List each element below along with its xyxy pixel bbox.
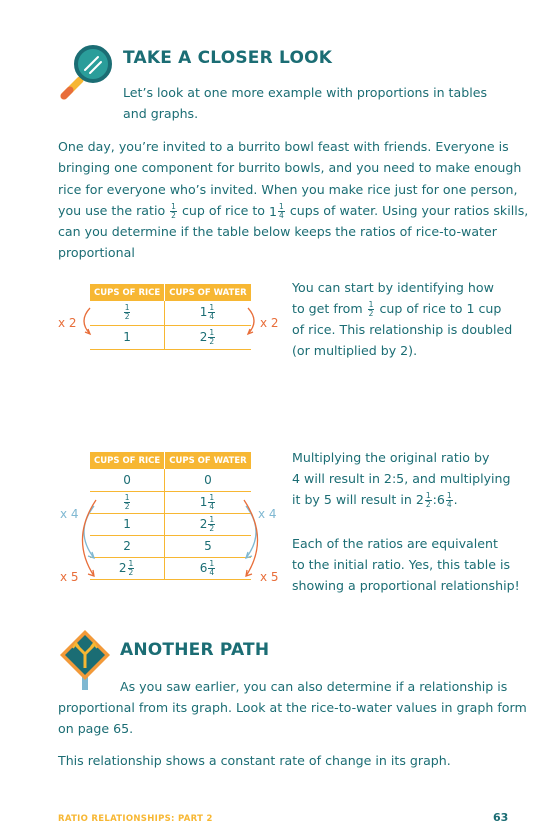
- table2-left-multiplier-top: x 4: [60, 507, 79, 521]
- body-line-4-b: cup of rice to: [181, 203, 266, 218]
- intro-line-1: Let’s look at one more example with proportions in tables: [123, 85, 488, 100]
- curved-arrow-left-icon: [76, 304, 92, 342]
- explain1-line-4: (or multiplied by 2).: [292, 343, 418, 358]
- table2-right-multiplier-top: x 4: [258, 507, 277, 521]
- rice-water-table-2: [90, 452, 251, 580]
- table2-cell: 2 $\frac{1}{2}$: [90, 557, 165, 579]
- path-line-2: proportional from its graph. Look at the rice-to-water values in graph form: [58, 700, 527, 715]
- curved-arrow-left-orange-icon: [72, 496, 98, 586]
- table1-left-multiplier: x 2: [58, 316, 77, 330]
- magnifying-glass-icon: [56, 42, 116, 102]
- path-line-3: on page 65.: [58, 721, 134, 736]
- explain2-line-3: it by 5 will result in 2 $\frac{1}{2}$ :6 $\frac{1}{4}$ .: [292, 491, 458, 509]
- table1-right-multiplier: x 2: [260, 316, 279, 330]
- table2-cell: 0: [90, 469, 165, 491]
- table1-cell: 2 $\frac{1}{2}$: [165, 325, 251, 349]
- table2-cell: 6 $\frac{1}{4}$: [165, 557, 251, 579]
- table1-cell: 1 $\frac{1}{4}$: [165, 301, 251, 325]
- explain2-line-4: Each of the ratios are equivalent: [292, 536, 498, 551]
- table2-header-rice: CUPS OF RICE: [90, 452, 165, 469]
- table2-cell: 2: [90, 535, 165, 557]
- body-line-2: bringing one component for burrito bowls, and you need to make enough: [58, 160, 522, 175]
- body-line-6: proportional: [58, 245, 135, 260]
- table2-header-water: CUPS OF WATER: [165, 452, 251, 469]
- table2-left-multiplier-bottom: x 5: [60, 570, 79, 584]
- fraction-half: $\frac{1}{2}$: [171, 202, 176, 220]
- body-line-1: One day, you’re invited to a burrito bowl feast with friends. Everyone is: [58, 139, 509, 154]
- rice-water-table-1: [90, 284, 251, 350]
- body-line-4-c: cups of water. Using your ratios skills,: [289, 203, 529, 218]
- table1-header-water: CUPS OF WATER: [165, 284, 251, 301]
- path-sign-icon: [58, 628, 112, 692]
- explain2-line-1: Multiplying the original ratio by: [292, 450, 490, 465]
- explain2-line-2: 4 will result in 2:5, and multiplying: [292, 471, 511, 486]
- path-line-1: As you saw earlier, you can also determine if a relationship is: [120, 679, 508, 694]
- section-title-another-path: ANOTHER PATH: [120, 640, 270, 660]
- table1-cell: 1: [90, 325, 165, 349]
- body-line-5: can you determine if the table below keeps the ratios of rice-to-water: [58, 224, 497, 239]
- table2-cell: 1 $\frac{1}{4}$: [165, 491, 251, 513]
- body-line-4-a: you use the ratio: [58, 203, 166, 218]
- section-title-closer-look: TAKE A CLOSER LOOK: [123, 48, 333, 68]
- table2-cell: 5: [165, 535, 251, 557]
- explain2-line-6: showing a proportional relationship!: [292, 578, 520, 593]
- explain2-line-5: to the initial ratio. Yes, this table is: [292, 557, 511, 572]
- table2-cell: 1: [90, 513, 165, 535]
- explain1-line-2: to get from $\frac{1}{2}$ cup of rice to 1 cup: [292, 300, 502, 318]
- table2-cell: 0: [165, 469, 251, 491]
- table2-right-multiplier-bottom: x 5: [260, 570, 279, 584]
- explain1-line-1: You can start by identifying how: [292, 280, 494, 295]
- path-line-4: This relationship shows a constant rate of change in its graph.: [58, 753, 451, 768]
- table1-header-rice: CUPS OF RICE: [90, 284, 165, 301]
- explain1-line-3: of rice. This relationship is doubled: [292, 322, 513, 337]
- table2-cell: 2 $\frac{1}{2}$: [165, 513, 251, 535]
- body-line-3: rice for everyone who’s invited. When you make rice just for one person,: [58, 182, 518, 197]
- body-line-4: you use the ratio $\frac{1}{2}$ cup of rice to 1 $\frac{1}{4}$ cups of water. Using your ratios skills,: [58, 202, 529, 220]
- table1-cell: $\frac{1}{2}$: [90, 301, 165, 325]
- intro-line-2: and graphs.: [123, 106, 199, 121]
- fraction-quarter: $\frac{1}{4}$: [279, 202, 284, 220]
- page-number: 63: [493, 811, 509, 824]
- footer-section-label: RATIO RELATIONSHIPS: PART 2: [58, 814, 213, 824]
- table2-cell: $\frac{1}{2}$: [90, 491, 165, 513]
